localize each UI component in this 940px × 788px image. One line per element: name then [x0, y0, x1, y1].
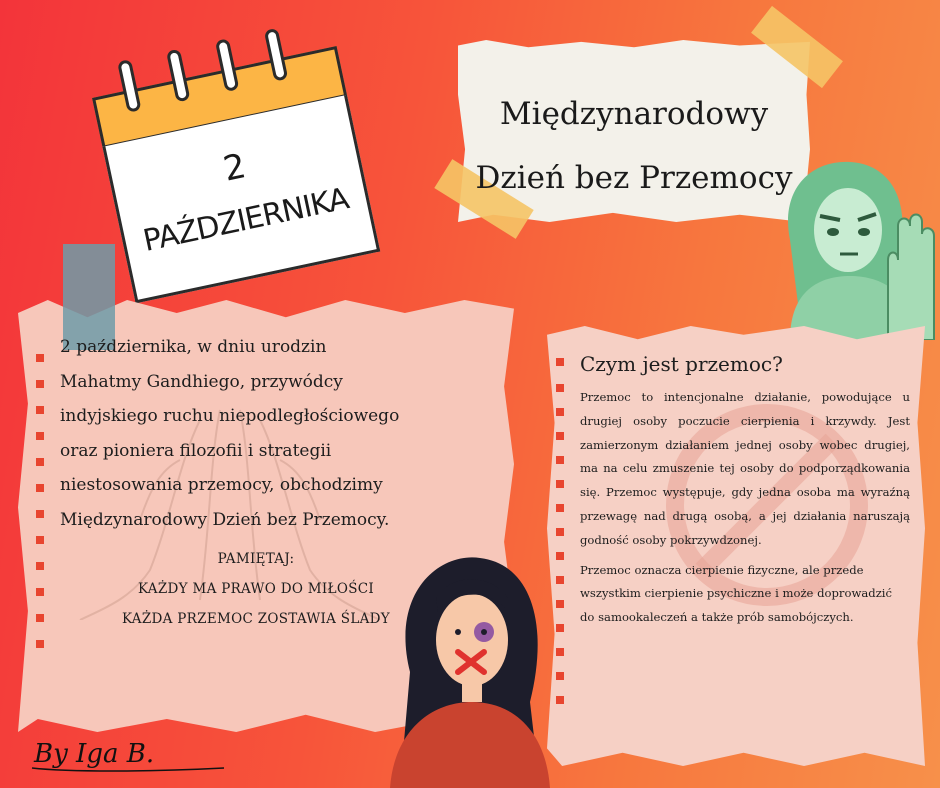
page-title — [458, 82, 810, 210]
paragraph-line: indyjskiego ruchu niepodległościowego — [60, 406, 400, 426]
violence-definition — [580, 386, 910, 636]
definition-paragraph: Przemoc to intencjonalne działanie, powodujące u drugiej osoby poczucie cierpienia i krzywdy. Jest zamierzonym działaniem jednej osoby wobec drugiej, ma na celu zmuszenie tej osoby do podporządkowania się. Przemoc występuje, gdy jedna osoba ma wyraźną przewagę nad drugą osobą, a jej działania naruszają godność osoby pokrzywdzonej. — [580, 390, 910, 547]
remember-label: PAMIĘTAJ: — [217, 551, 295, 567]
title-line-2: Dzień bez Przemocy — [475, 160, 793, 196]
remember-line-1: KAŻDY MA PRAWO DO MIŁOŚCI — [137, 581, 375, 597]
consequences-paragraph: Przemoc oznacza cierpienie fizyczne, ale przede wszystkim cierpienie psychiczne i może doprowadzić do samookaleczeń a także prób samobójczych. — [580, 562, 893, 625]
paragraph-line: oraz pioniera filozofii i strategii — [60, 440, 332, 461]
paragraph-line: Międzynarodowy Dzień bez Przemocy. — [60, 509, 390, 530]
calendar-illustration — [86, 17, 380, 304]
remember-line-2: KAŻDA PRZEMOC ZOSTAWIA ŚLADY — [121, 611, 391, 627]
gandhi-paragraph — [60, 330, 480, 537]
stop-gesture-woman-icon — [770, 150, 940, 340]
title-line-1: Międzynarodowy — [499, 96, 769, 132]
section-heading: Czym jest przemoc? — [580, 352, 783, 376]
author-signature-icon — [28, 728, 228, 778]
bullet-list-decoration — [36, 340, 48, 666]
paragraph-line: niestosowania przemocy, obchodzimy — [60, 475, 383, 495]
calendar-day: 2 — [219, 146, 250, 190]
silenced-woman-icon — [380, 552, 560, 788]
paragraph-line: Mahatmy Gandhiego, przywódcy — [60, 371, 343, 392]
paragraph-line: 2 października, w dniu urodzin — [60, 337, 327, 357]
signature-text: By Iga B. — [34, 739, 155, 769]
calendar-month: PAŹDZIERNIKA — [140, 181, 352, 259]
